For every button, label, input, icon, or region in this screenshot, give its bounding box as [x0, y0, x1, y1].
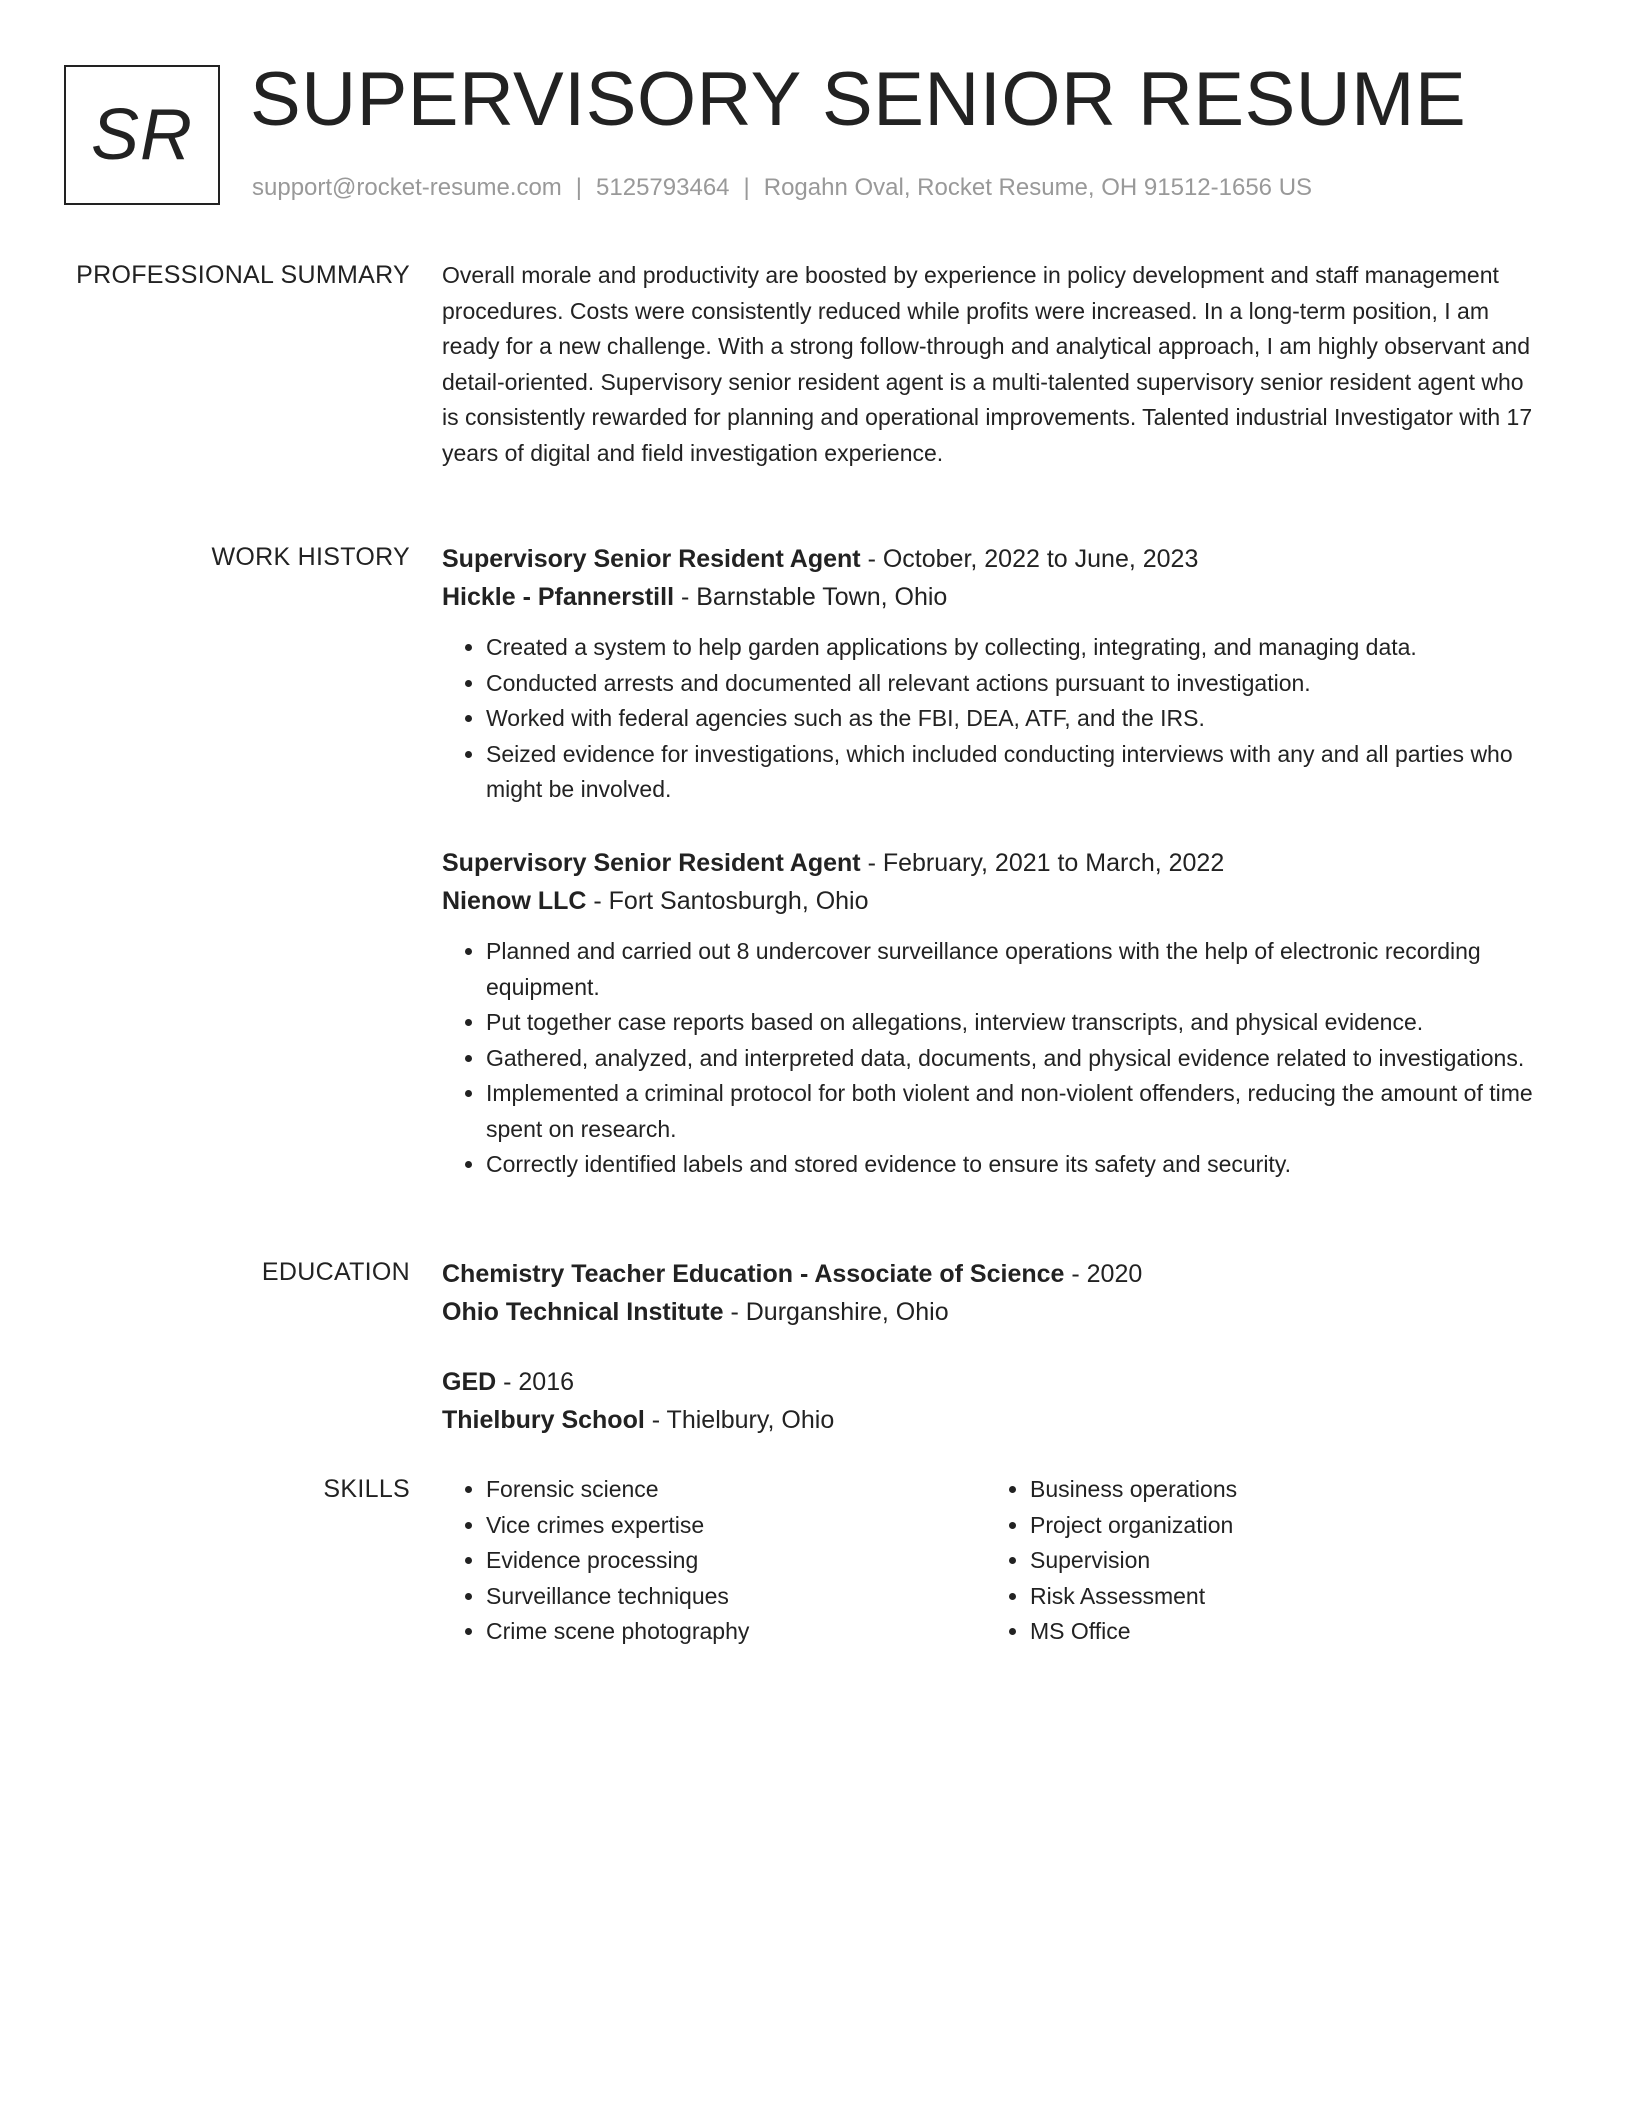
skill-item: • MS Office	[1030, 1614, 1530, 1650]
job-company-line	[442, 578, 1542, 616]
job-bullet: • Conducted arrests and documented all relevant actions pursuant to investigation.	[486, 666, 1542, 702]
resume-name: SUPERVISORY SENIOR RESUME	[250, 57, 1467, 142]
skill-item: • Crime scene photography	[486, 1614, 986, 1650]
education-degree-line	[442, 1255, 1542, 1293]
skill-item: • Business operations	[1030, 1472, 1530, 1508]
job-title-line	[442, 844, 1542, 882]
education-school: Thielbury School	[442, 1406, 645, 1434]
section-label-education: EDUCATION	[261, 1258, 410, 1286]
job-bullet: • Created a system to help garden applications by collecting, integrating, and managing data.	[486, 630, 1542, 666]
education-location: - Thielbury, Ohio	[644, 1406, 835, 1434]
education-school-line	[442, 1293, 1542, 1331]
section-label-summary: PROFESSIONAL SUMMARY	[76, 261, 410, 289]
contact-address: Rogahn Oval, Rocket Resume, OH 91512-1656 US	[763, 174, 1313, 201]
job-bullet: • Implemented a criminal protocol for both violent and non-violent offenders, reducing the amount of time spent on research.	[486, 1076, 1542, 1147]
contact-separator: |	[575, 174, 583, 201]
education-degree: Chemistry Teacher Education - Associate of Science	[442, 1260, 1065, 1288]
job-bullet: • Put together case reports based on allegations, interview transcripts, and physical evidence.	[486, 1005, 1542, 1041]
job-entry	[442, 844, 1542, 1183]
education-entry	[442, 1363, 1542, 1439]
summary-text: Overall morale and productivity are boosted by experience in policy development and staff management procedures. Costs were consistently reduced while profits were increased. In a long-term position, I am ready for a new challenge. With a strong follow-through and analytical approach, I am highly observant and detail-oriented. Supervisory senior resident agent is a multi-talented supervisory senior resident agent who is consistently rewarded for planning and operational improvements. Talented industrial Investigator with 17 years of digital and field investigation experience.	[442, 262, 1533, 466]
job-title-line	[442, 540, 1542, 578]
job-bullet: • Seized evidence for investigations, which included conducting interviews with any and all parties who might be involved.	[486, 737, 1542, 808]
job-bullet: • Correctly identified labels and stored evidence to ensure its safety and security.	[486, 1147, 1542, 1183]
job-title: Supervisory Senior Resident Agent	[442, 545, 861, 573]
skill-item: • Surveillance techniques	[486, 1579, 986, 1615]
summary-body	[442, 258, 1542, 471]
skills-list-left	[442, 1472, 986, 1650]
section-label-work-history: WORK HISTORY	[211, 543, 410, 571]
skill-item: • Risk Assessment	[1030, 1579, 1530, 1615]
education-year: - 2016	[496, 1368, 575, 1396]
skills-body	[442, 1472, 1542, 1650]
education-body	[442, 1255, 1542, 1434]
job-bullets	[442, 934, 1542, 1183]
education-school-line	[442, 1401, 1542, 1439]
education-entry	[442, 1255, 1542, 1331]
education-school: Ohio Technical Institute	[442, 1298, 724, 1326]
section-label-skills: SKILLS	[323, 1475, 410, 1503]
job-company-line	[442, 882, 1542, 920]
education-year: - 2020	[1064, 1260, 1143, 1288]
education-location: - Durganshire, Ohio	[723, 1298, 949, 1326]
job-dates: - October, 2022 to June, 2023	[860, 545, 1199, 573]
job-bullets	[442, 630, 1542, 808]
education-degree: GED	[442, 1368, 497, 1396]
job-dates: - February, 2021 to March, 2022	[860, 849, 1225, 877]
contact-phone: 5125793464	[596, 174, 730, 201]
skill-item: • Project organization	[1030, 1508, 1530, 1544]
skills-columns	[442, 1472, 1542, 1650]
monogram-logo: SR	[64, 65, 220, 205]
skills-list-right	[986, 1472, 1530, 1650]
skill-item: • Vice crimes expertise	[486, 1508, 986, 1544]
skill-item: • Supervision	[1030, 1543, 1530, 1579]
skill-item: • Forensic science	[486, 1472, 986, 1508]
job-bullet: • Worked with federal agencies such as the FBI, DEA, ATF, and the IRS.	[486, 701, 1542, 737]
job-entry	[442, 540, 1542, 808]
contact-email: support@rocket-resume.com	[252, 174, 562, 201]
contact-separator: |	[743, 174, 750, 201]
job-company: Hickle - Pfannerstill	[442, 583, 675, 611]
job-location: - Fort Santosburgh, Ohio	[586, 887, 869, 915]
skill-item: • Evidence processing	[486, 1543, 986, 1579]
job-company: Nienow LLC	[442, 887, 587, 915]
education-degree-line	[442, 1363, 1542, 1401]
job-bullet: • Planned and carried out 8 undercover surveillance operations with the help of electronic recording equipment.	[486, 934, 1542, 1005]
job-title: Supervisory Senior Resident Agent	[442, 849, 861, 877]
contact-line	[252, 173, 1312, 203]
job-location: - Barnstable Town, Ohio	[674, 583, 948, 611]
work-history-body	[442, 540, 1542, 1177]
job-bullet: • Gathered, analyzed, and interpreted data, documents, and physical evidence related to investigations.	[486, 1041, 1542, 1077]
